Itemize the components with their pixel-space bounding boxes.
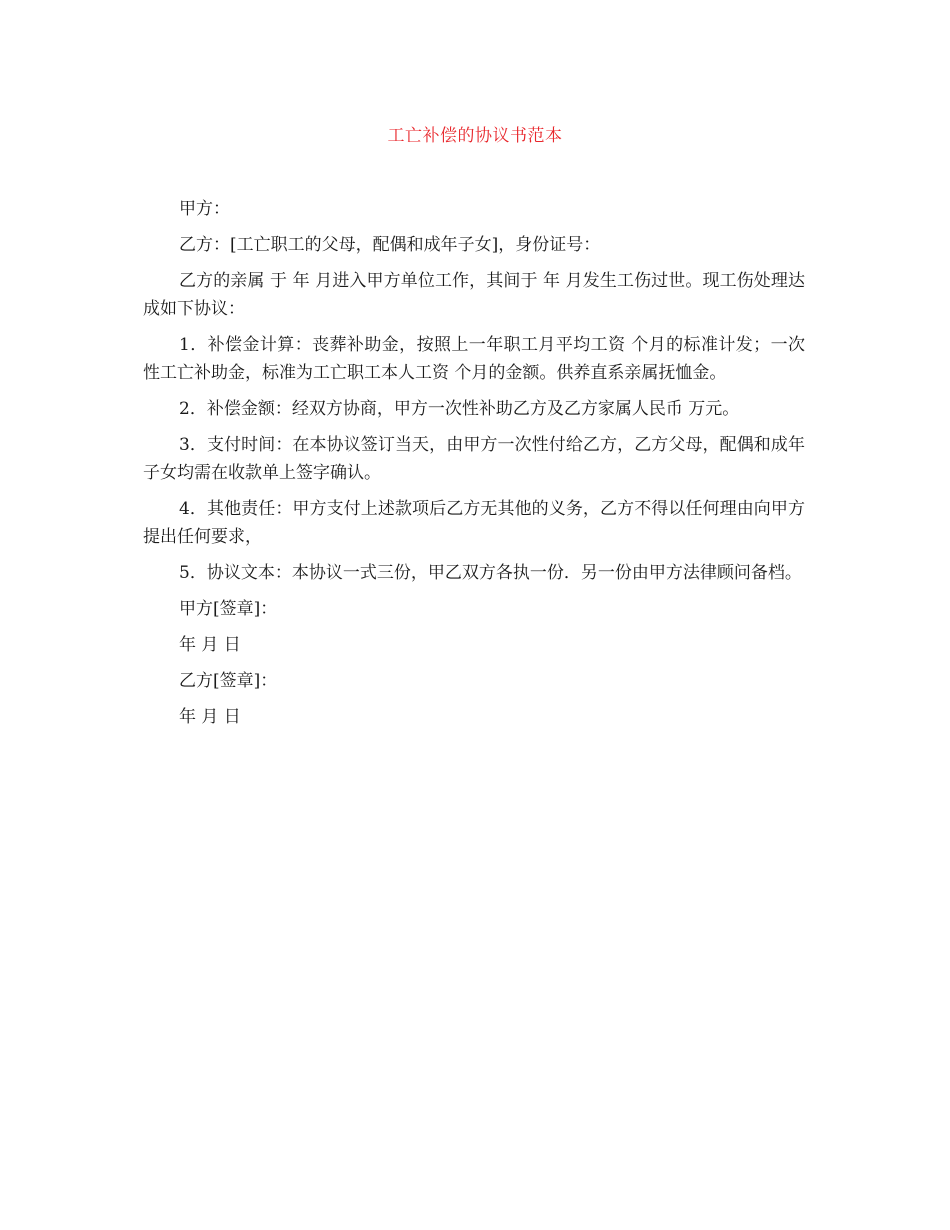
clause-agreement-copies: 5．协议文本：本协议一式三份，甲乙双方各执一份．另一份由甲方法律顾问备档。 xyxy=(179,563,802,583)
party-b-line: 乙方：[工亡职工的父母，配偶和成年子女]，身份证号： xyxy=(179,235,601,255)
background-paragraph: 乙方的亲属 于 年 月进入甲方单位工作，其间于 年 月发生工伤过世。现工伤处理达成如下协议： xyxy=(143,271,805,319)
party-b-signature-line: 乙方[签章]： xyxy=(179,671,278,691)
clause-other-responsibilities: 4．其他责任：甲方支付上述款项后乙方无其他的义务，乙方不得以任何理由向甲方提出任何要求， xyxy=(143,499,805,547)
party-a-signature-line: 甲方[签章]： xyxy=(179,599,278,619)
document-body xyxy=(143,195,805,739)
document-title: 工亡补偿的协议书范本 xyxy=(387,126,563,146)
clause-payment-time: 3．支付时间：在本协议签订当天，由甲方一次性付给乙方，乙方父母，配偶和成年子女均需在收款单上签字确认。 xyxy=(143,435,805,483)
party-b-date-line: 年 月 日 xyxy=(179,707,241,727)
party-a-date-line: 年 月 日 xyxy=(179,635,241,655)
clause-compensation-calculation: 1．补偿金计算：丧葬补助金，按照上一年职工月平均工资 个月的标准计发；一次性工亡补助金，标准为工亡职工本人工资 个月的金额。供养直系亲属抚恤金。 xyxy=(143,335,805,383)
clause-compensation-amount: 2．补偿金额：经双方协商，甲方一次性补助乙方及乙方家属人民币 万元。 xyxy=(179,399,740,419)
party-a-line: 甲方： xyxy=(179,199,230,219)
